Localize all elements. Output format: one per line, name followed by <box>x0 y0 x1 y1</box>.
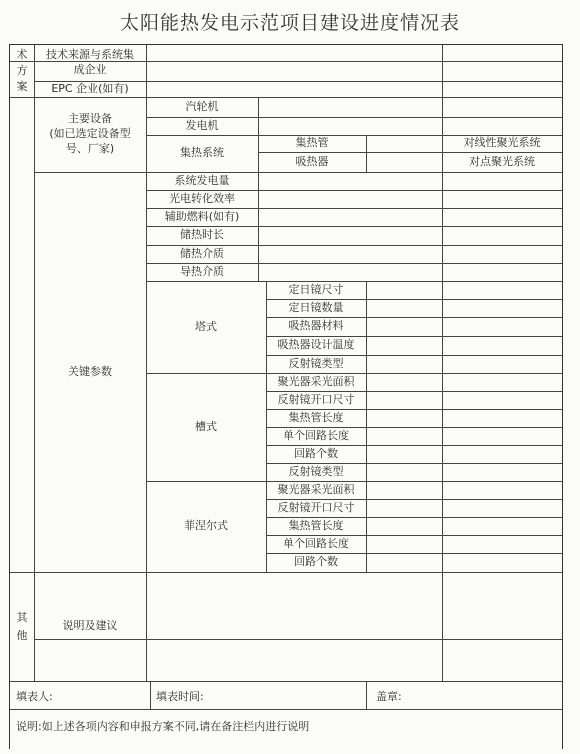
collector-system-label: 集热系统 <box>180 146 224 160</box>
seal-label: 盖章: <box>376 690 402 703</box>
storage-medium-label: 储热介质 <box>180 246 224 260</box>
trough-item: 单个回路长度 <box>283 428 349 442</box>
tower-item: 反射镜类型 <box>288 356 344 370</box>
collector-tube-label: 集热管 <box>295 136 329 150</box>
tower-item: 定日镜尺寸 <box>288 282 344 296</box>
trough-item: 反射镜类型 <box>288 464 344 478</box>
system-output-label: 系统发电量 <box>174 173 230 187</box>
tower-item: 吸热器材料 <box>288 319 344 333</box>
trough-item: 回路个数 <box>294 446 338 460</box>
epc-label: EPC 企业(如有) <box>51 81 129 95</box>
absorber-label: 吸热器 <box>295 154 329 168</box>
tower-item: 吸热器设计温度 <box>277 338 355 352</box>
tower-label: 塔式 <box>195 319 217 333</box>
fresnel-item: 聚光器采光面积 <box>277 482 355 496</box>
efficiency-label: 光电转化效率 <box>169 191 235 205</box>
aux-fuel-label: 辅助燃料(如有) <box>164 209 240 223</box>
progress-table <box>9 44 563 749</box>
main-equipment-label: 主要设备 (如已选定设备型 号、厂家) <box>49 112 131 155</box>
fresnel-label: 菲涅尔式 <box>184 519 228 533</box>
point-focus-label: 对点聚光系统 <box>469 154 535 168</box>
storage-time-label: 储热时长 <box>180 228 224 242</box>
other-section-label: 其 他 <box>16 610 28 642</box>
linear-focus-label: 对线性聚光系统 <box>463 136 541 150</box>
heat-transfer-medium-label: 导热介质 <box>180 264 224 278</box>
footer-note: 说明:如上述各项内容和申报方案不同,请在备注栏内进行说明 <box>16 720 310 733</box>
turbine-label: 汽轮机 <box>185 99 219 113</box>
tech-source-label: 技术来源与系统集 成企业 <box>46 48 134 76</box>
filler-label: 填表人: <box>16 690 53 703</box>
tower-item: 定日镜数量 <box>288 300 344 314</box>
trough-item: 聚光器采光面积 <box>277 374 355 388</box>
watermark <box>385 712 575 740</box>
generator-label: 发电机 <box>185 118 219 132</box>
tech-scheme-section-label: 术 方 案 <box>16 48 28 93</box>
page-title: 太阳能热发电示范项目建设进度情况表 <box>119 12 460 34</box>
trough-label: 槽式 <box>195 419 217 433</box>
key-params-label: 关键参数 <box>68 364 112 378</box>
notes-label: 说明及建议 <box>62 619 118 633</box>
trough-item: 反射镜开口尺寸 <box>277 392 355 406</box>
fill-time-label: 填表时间: <box>156 690 204 703</box>
fresnel-item: 集热管长度 <box>288 518 344 532</box>
fresnel-item: 回路个数 <box>294 555 338 569</box>
fresnel-item: 反射镜开口尺寸 <box>277 500 355 514</box>
trough-item: 集热管长度 <box>288 410 344 424</box>
fresnel-item: 单个回路长度 <box>283 536 349 550</box>
